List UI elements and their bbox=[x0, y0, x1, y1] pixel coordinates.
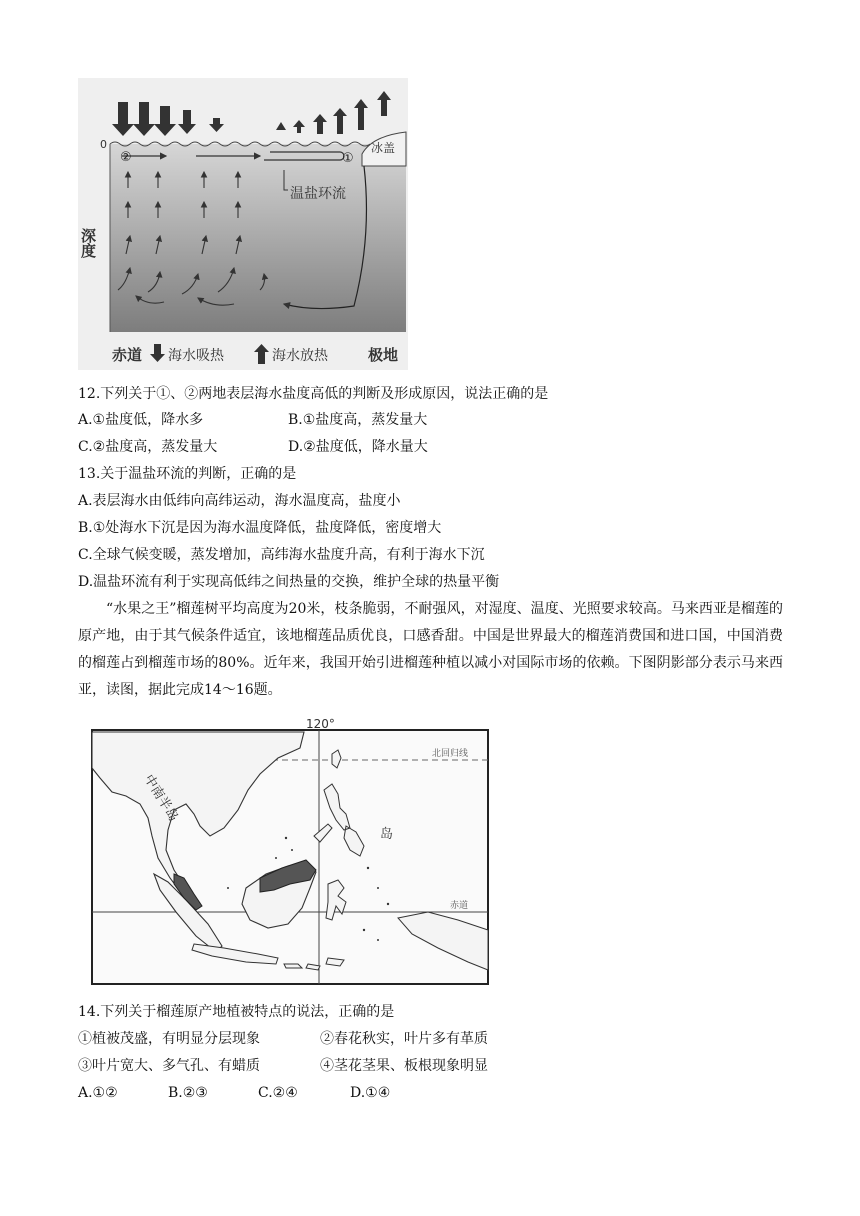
legend-equator: 赤道 bbox=[112, 346, 143, 364]
thermohaline-diagram bbox=[78, 78, 408, 370]
point-1-label: ① bbox=[342, 151, 354, 166]
q13-option-b: B.①处海水下沉是因为海水温度降低，盐度降低，密度增大 bbox=[78, 520, 442, 536]
q13-stem: 13.关于温盐环流的判断，正确的是 bbox=[78, 466, 297, 482]
q14-statement-4: ④茎花茎果、板根现象明显 bbox=[320, 1058, 488, 1074]
ice-label: 冰盖 bbox=[371, 141, 396, 155]
durian-passage: “水果之王”榴莲树平均高度为20米，枝条脆弱，不耐强风，对湿度、温度、光照要求较高。马来西亚是榴莲的原产地，由于其气候条件适宜，该地榴莲品质优良，口感香甜。中国是世界最大的榴莲消费国和进口国，中国消费的榴莲占到榴莲市场的80%。近年来，我国开始引进榴莲种植以减小对国际市场的依赖。下图阴影部分表示马来西亚，读图，据此完成14～16题。 bbox=[78, 601, 783, 698]
southeast-asia-map bbox=[78, 718, 498, 996]
q14-statement-1: ①植被茂盛，有明显分层现象 bbox=[78, 1031, 260, 1047]
depth-label: 深度 bbox=[79, 228, 97, 258]
q14-option-a: A.①② bbox=[78, 1085, 118, 1101]
q14-option-c: C.②④ bbox=[258, 1085, 298, 1101]
legend-release: 海水放热 bbox=[272, 348, 328, 364]
q13-option-c: C.全球气候变暖，蒸发增加，高纬海水盐度升高，有利于海水下沉 bbox=[78, 547, 485, 563]
q14-stem: 14.下列关于榴莲原产地植被特点的说法，正确的是 bbox=[78, 1004, 395, 1020]
q13-option-d: D.温盐环流有利于实现高低纬之间热量的交换，维护全球的热量平衡 bbox=[78, 574, 500, 590]
circulation-label: 温盐环流 bbox=[290, 186, 346, 202]
equator-label: 赤道 bbox=[450, 901, 469, 911]
q14-option-b: B.②③ bbox=[168, 1085, 208, 1101]
q12-option-b: B.①盐度高，蒸发量大 bbox=[288, 412, 428, 428]
peninsula-label: 中南半岛 bbox=[140, 772, 181, 825]
zero-label: 0 bbox=[100, 138, 107, 151]
q12-option-c: C.②盐度高，蒸发量大 bbox=[78, 439, 218, 455]
q12-stem: 12.下列关于①、②两地表层海水盐度高低的判断及形成原因，说法正确的是 bbox=[78, 386, 549, 402]
q12-option-a: A.①盐度低，降水多 bbox=[78, 412, 204, 428]
point-2-label: ② bbox=[120, 150, 132, 165]
legend-pole: 极地 bbox=[368, 346, 399, 364]
q14-option-d: D.①④ bbox=[350, 1085, 391, 1101]
tropic-label: 北回归线 bbox=[432, 749, 469, 759]
q13-option-a: A.表层海水由低纬向高纬运动，海水温度高，盐度小 bbox=[78, 493, 401, 509]
q12-option-d: D.②盐度低，降水量大 bbox=[288, 439, 428, 455]
q14-statement-2: ②春花秋实，叶片多有革质 bbox=[320, 1031, 488, 1047]
island-label: 岛 bbox=[380, 827, 394, 842]
sea-body bbox=[110, 144, 406, 332]
legend-absorb: 海水吸热 bbox=[168, 348, 224, 364]
longitude-label: 120° bbox=[306, 718, 335, 731]
q14-statement-3: ③叶片宽大、多气孔、有蜡质 bbox=[78, 1058, 260, 1074]
